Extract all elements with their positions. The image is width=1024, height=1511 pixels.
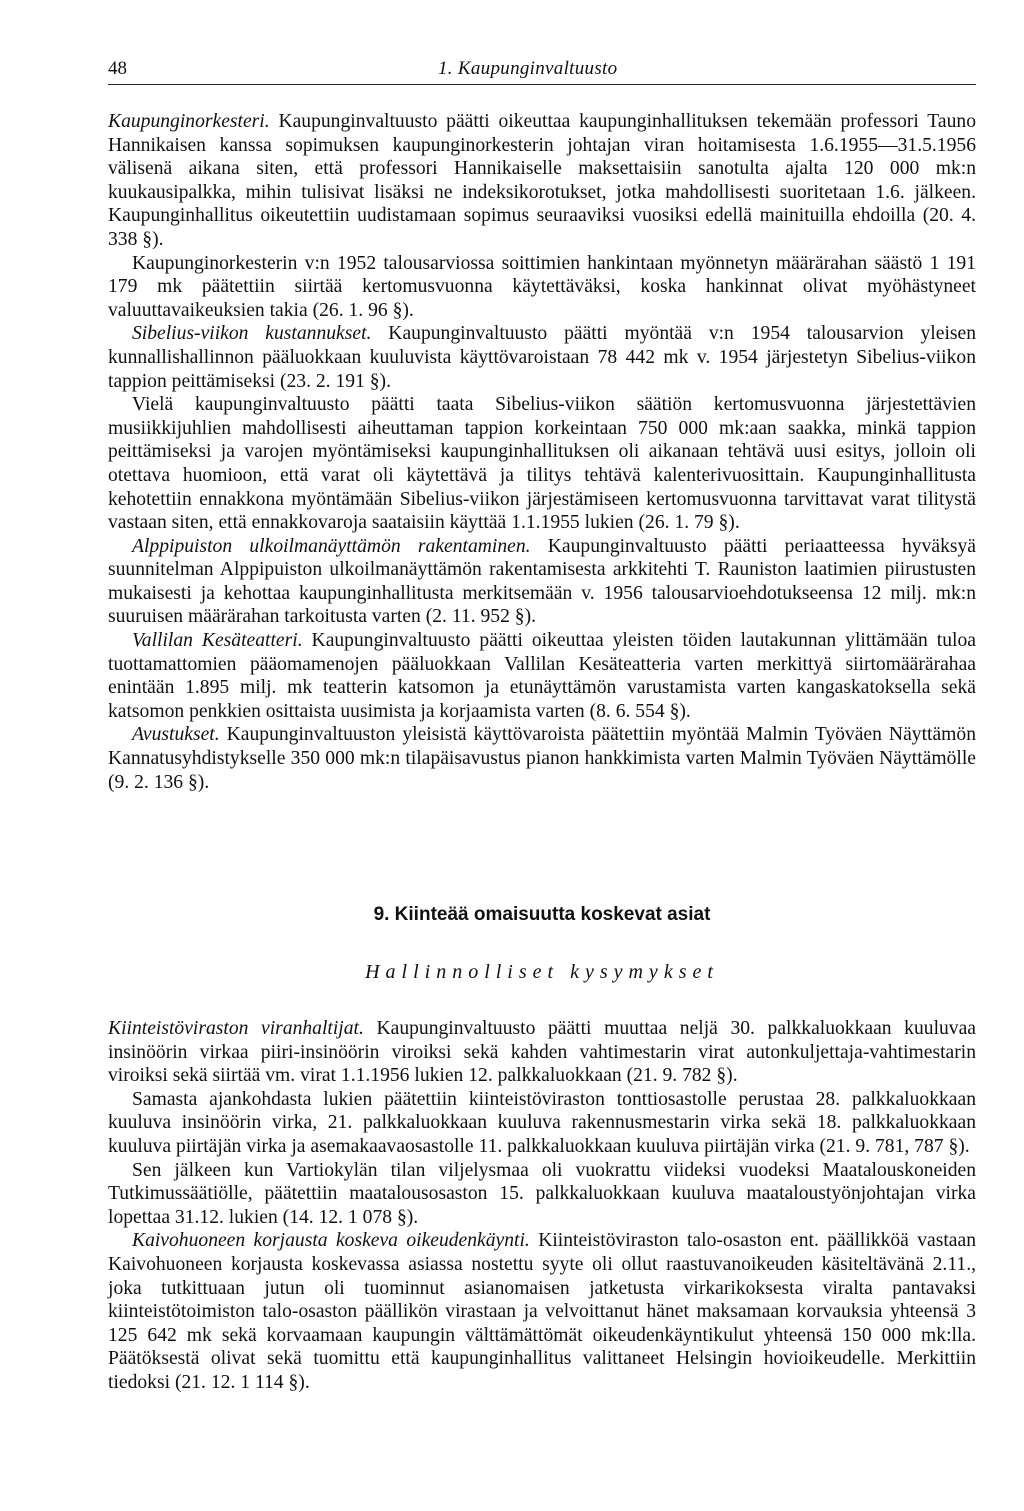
paragraph: [108, 252, 976, 323]
paragraph-heading: Kaivohuoneen korjausta koskeva oikeudenkäynti.: [132, 1230, 530, 1252]
paragraph: [108, 1017, 976, 1088]
paragraph: [108, 535, 976, 629]
paragraph-text: Kaupunginvaltuusto päätti oikeuttaa yleisten töiden lautakunnan ylittämään tuloa tuottamattomien pääomamenojen pääluokkaan Vallilan Kesäteatteria varten merkittyä siirtomäärärahaa enintään 1.895 milj. mk teatterin katsomon ja etunäyttämön varustamista varten kangaskatoksella sekä katsomon penkkien osittaista uusimista ja korjaamista varten (8. 6. 554 §).: [108, 630, 976, 722]
page-number: 48: [108, 58, 127, 79]
paragraph-text: Kaupunginvaltuusto päätti myöntää v:n 1954 talousarvion yleisen kunnallishallinnon pääluokkaan kuuluvista käyttövaroistaan 78 442 mk v. 1954 järjestetyn Sibelius-viikon tappion peittämiseksi (23. 2. 191 §).: [108, 323, 977, 392]
paragraph: [108, 110, 976, 252]
paragraph-heading: Kiinteistöviraston viranhaltijat.: [108, 1018, 364, 1039]
paragraph-text: Kaupunginorkesterin v:n 1952 talousarviossa soittimien hankintaan myönnetyn määrärahan säästö 1 191 179 mk päätettiin siirtää kertomusvuonna käytettäväksi, koska hankinnat olivat myöhästyneet valuuttavaikeuksien takia (26. 1. 96 §).: [108, 252, 976, 321]
paragraph-text: Samasta ajankohdasta lukien päätettiin kiinteistöviraston tonttiosastolle perustaa 28. palkkaluokkaan kuuluva insinöörin virka, 21. palkkaluokkaan kuuluva rakennusmestarin virka sekä 18. palkkaluokkaan kuuluva piirtäjän virka ja asemakaavaosastolle 11. palkkaluokkaan kuuluva piirtäjän virka (21. 9. 781, 787 §).: [108, 1088, 976, 1157]
paragraph: [108, 1159, 976, 1230]
bottom-text-block: [108, 1017, 976, 1395]
paragraph-text: Kiinteistöviraston talo-osaston ent. päällikköä vastaan Kaivohuoneen korjausta koskevassa asiassa nostettu syyte oli ollut raastuvanoikeuden käsiteltävänä 2.11., joka tutkittuaan jutun oli tuominnut asianomaisen jatketusta virkarikoksesta viralta pantavaksi kiinteistötoimiston talo-osaston päällikön virastaan ja velvoittanut hänet maksamaan korvauksia yhteensä 3 125 642 mk sekä korvaamaan kaupungin välttämättömät oikeudenkäyntikulut yhteensä 150 000 mk:lla. Päätöksestä olivat sekä tuomittu että kaupunginhallitus valittaneet Helsingin hovioikeudelle. Merkittiin tiedoksi (21. 12. 1 114 §).: [108, 1230, 976, 1393]
paragraph-heading: Vallilan Kesäteatteri.: [132, 630, 303, 652]
paragraph: [108, 723, 976, 794]
paragraph: [108, 322, 976, 393]
paragraph-heading: Avustukset.: [132, 724, 220, 746]
paragraph-heading: Kaupunginorkesteri.: [108, 111, 270, 132]
paragraph-text: Kaupunginvaltuusto päätti periaatteessa hyväksyä suunnitelman Alppipuiston ulkoilmanäyttämön rakentamisesta arkkitehti T. Rauniston laatimien piirustusten mukaisesti ja kehottaa kaupunginhallitusta merkitsemään v. 1956 talousarvioehdotukseensa 12 milj. mk:n suuruisen määrärahan tarkoitusta varten (2. 11. 952 §).: [108, 535, 976, 628]
paragraph-text: Kaupunginvaltuusto päätti muuttaa neljä 30. palkkaluokkaan kuuluvaa insinöörin virkaa piiri-insinöörin viroiksi sekä kahden vahtimestarin virat autonkuljettaja-vahtimestarin viroiksi sekä siirtää vm. virat 1.1.1956 lukien 12. palkkaluokkaan (21. 9. 782 §).: [108, 1018, 976, 1087]
paragraph: [108, 1088, 976, 1159]
paragraph-text: Vielä kaupunginvaltuusto päätti taata Sibelius-viikon säätiön kertomusvuonna järjestettävien musiikkijuhlien mahdollisesti aiheuttaman tappion korkeintaan 750 000 mk:aan saakka, minkä tappion peittämiseksi ja varojen myöntämiseksi kaupunginhallituksen oli aikanaan tehtävä uusi esitys, jolloin oli otettava huomioon, että varat oli käytettävä ja tilitys tehtävä kalenterivuosittain. Kaupunginhallitusta kehotettiin ennakkona myöntämään Sibelius-viikon järjestämiseen kertomusvuonna tarvittavat varat tilitystä vastaan siten, että ennakkovaroja saataisiin käyttää 1.1.1955 lukien (26. 1. 79 §).: [108, 394, 976, 534]
paragraph: [108, 629, 976, 723]
section-heading: 9. Kiinteää omaisuutta koskevat asiat: [373, 904, 711, 925]
running-title: 1. Kaupunginvaltuusto: [438, 58, 618, 79]
page-header: [108, 58, 976, 82]
paragraph: [108, 1229, 976, 1394]
paragraph-text: Kaupunginvaltuusto päätti oikeuttaa kaupunginhallituksen tekemään professori Tauno Hannikaisen kanssa sopimuksen kaupunginorkesterin johtajan viran hoitamisesta 1.6.1955—31.5.1956 välisenä aikana siten, että professori Hannikaiselle maksettaisiin sanotulta ajalta 120 000 mk:n kuukausipalkka, mihin tulisivat lisäksi ne indeksikorotukset, jotka mahdollisesti suoritetaan 1.6. jälkeen. Kaupunginhallitus oikeutettiin uudistamaan sopimus seuraaviksi vuosiksi edellä mainituilla ehdoilla (20. 4. 338 §).: [108, 111, 976, 250]
paragraph-text: Sen jälkeen kun Vartiokylän tilan viljelysmaa oli vuokrattu viideksi vuodeksi Maatalouskoneiden Tutkimussäätiölle, päätettiin maatalousosaston 15. palkkaluokkaan kuuluva maataloustyönjohtajan virka lopettaa 31.12. lukien (14. 12. 1 078 §).: [108, 1159, 976, 1228]
paragraph-heading: Alppipuiston ulkoilmanäyttämön rakentaminen.: [132, 535, 531, 557]
paragraph-text: Kaupunginvaltuuston yleisistä käyttövaroista päätettiin myöntää Malmin Työväen Näyttämön Kannatusyhdistykselle 350 000 mk:n tilapäisavustus pianon hankkimista varten Malmin Työväen Näyttämölle (9. 2. 136 §).: [108, 724, 976, 793]
top-text-block: [108, 110, 976, 794]
paragraph: [108, 393, 976, 535]
subsection-heading: Hallinnolliset kysymykset: [365, 961, 719, 983]
paragraph-heading: Sibelius-viikon kustannukset.: [132, 323, 372, 345]
header-rule: [108, 84, 976, 85]
